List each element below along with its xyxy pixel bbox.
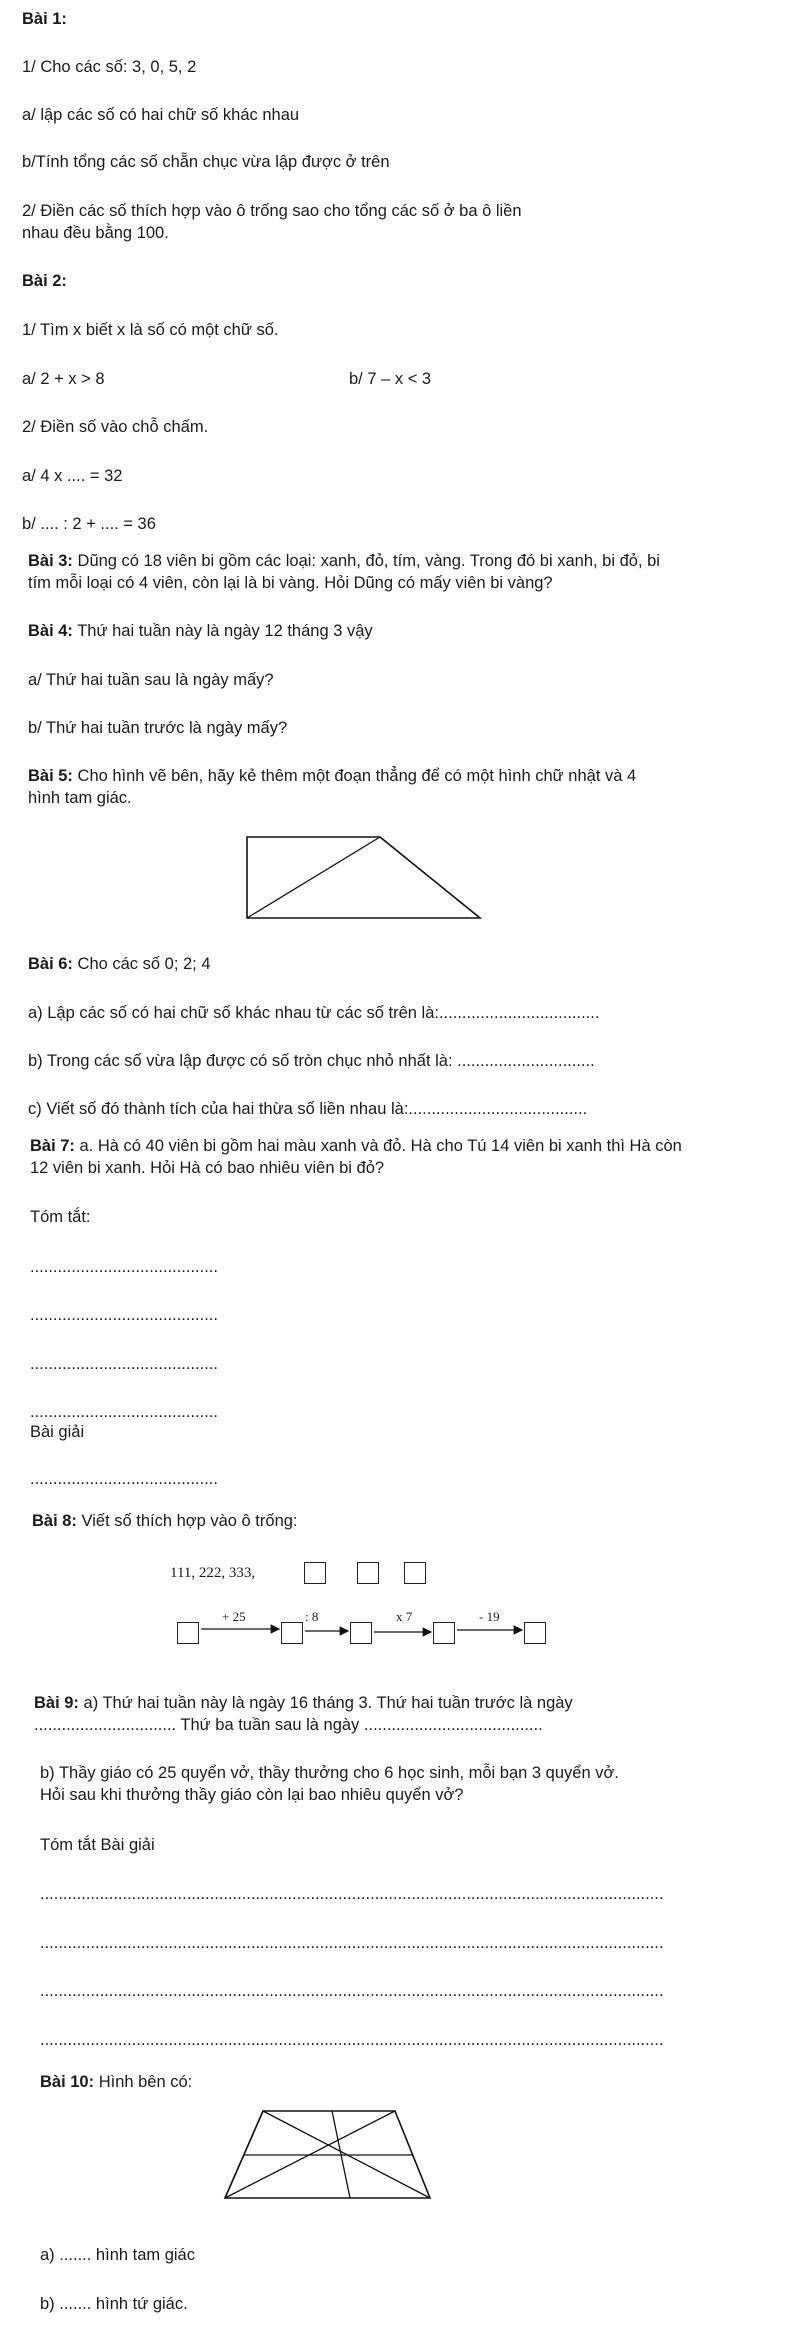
- bai-9-line2: ............................... Thứ ba tuần sau là ngày .......................................: [34, 1716, 543, 1734]
- bai-4-b: b/ Thứ hai tuần trước là ngày mấy?: [28, 719, 288, 737]
- bai-7-line2: 12 viên bi xanh. Hỏi Hà có bao nhiêu viên bi đỏ?: [30, 1159, 385, 1177]
- bai-7-answer-line: .........................................: [30, 1258, 218, 1276]
- bai-9-line1: Bài 9: a) Thứ hai tuần này là ngày 16 tháng 3. Thứ hai tuần trước là ngày: [34, 1694, 573, 1712]
- bai-1-q1a: a/ lập các số có hai chữ số khác nhau: [22, 106, 300, 124]
- bai-9-b-line2: Hỏi sau khi thưởng thầy giáo còn lại bao nhiêu quyển vở?: [40, 1786, 464, 1804]
- bai-2-q2: 2/ Điền số vào chỗ chấm.: [22, 418, 209, 436]
- bai-6-a: a) Lập các số có hai chữ số khác nhau từ các số trên là:...................................: [28, 1004, 600, 1022]
- bai-1-q1: 1/ Cho các số: 3, 0, 5, 2: [22, 58, 197, 76]
- bai-7-answer-line: .........................................: [30, 1403, 218, 1421]
- bai-7-answer-line: .........................................: [30, 1355, 218, 1373]
- bai-1-q2-line2: nhau đều bằng 100.: [22, 224, 169, 242]
- bai-7-answer-line: .........................................: [30, 1306, 218, 1324]
- bai-9-summary-label: Tóm tắt Bài giải: [40, 1836, 155, 1854]
- bai-9-answer-line: ........................................................................................................................................: [40, 1982, 664, 2000]
- bai-2-q1: 1/ Tìm x biết x là số có một chữ số.: [22, 321, 279, 339]
- bai-6-b: b) Trong các số vừa lập được có số tròn chục nhỏ nhất là: ..............................: [28, 1052, 595, 1070]
- bai-5-line2: hình tam giác.: [28, 789, 132, 807]
- bai-10-line1: Bài 10: Hình bên có:: [40, 2073, 193, 2091]
- bai-2-q2b: b/ .... : 2 + .... = 36: [22, 515, 156, 533]
- bai-1-q1b: b/Tính tổng các số chẵn chục vừa lập được ở trên: [22, 153, 390, 171]
- bai-2-q2a: a/ 4 x .... = 32: [22, 467, 123, 485]
- bai-8-sequence: 111, 222, 333,: [170, 1565, 256, 1581]
- bai-10-b: b) ....... hình tứ giác.: [40, 2295, 188, 2313]
- bai-9-answer-line: ........................................................................................................................................: [40, 2031, 664, 2049]
- bai-2-q1a: a/ 2 + x > 8: [22, 370, 105, 388]
- bai-7-summary-label: Tóm tắt:: [30, 1208, 91, 1226]
- bai-8-op-mul-7: x 7: [396, 1609, 413, 1624]
- bai-9-answer-line: ........................................................................................................................................: [40, 1885, 664, 1903]
- bai-5-line1: Bài 5: Cho hình vẽ bên, hãy kẻ thêm một đoạn thẳng để có một hình chữ nhật và 4: [28, 767, 637, 785]
- bai-9-answer-line: ........................................................................................................................................: [40, 1934, 664, 1952]
- bai-8-op-sub-19: - 19: [479, 1609, 500, 1624]
- bai-7-answer-line: .........................................: [30, 1470, 218, 1488]
- bai-8-line1: Bài 8: Viết số thích hợp vào ô trống:: [32, 1512, 298, 1530]
- bai-1-title: Bài 1:: [22, 10, 67, 28]
- bai-9-b-line1: b) Thầy giáo có 25 quyển vở, thầy thưởng cho 6 học sinh, mỗi bạn 3 quyển vở.: [40, 1764, 619, 1782]
- bai-10-a: a) ....... hình tam giác: [40, 2246, 195, 2264]
- bai-8-op-div-8: : 8: [305, 1609, 319, 1624]
- bai-3-line2: tím mỗi loại có 4 viên, còn lại là bi vàng. Hỏi Dũng có mấy viên bi vàng?: [28, 574, 553, 592]
- bai-1-q2-line1: 2/ Điền các số thích hợp vào ô trống sao cho tổng các số ở ba ô liền: [22, 202, 522, 220]
- bai-6-c: c) Viết số đó thành tích của hai thừa số liền nhau là:.......................................: [28, 1100, 588, 1118]
- bai-8-op-add-25: + 25: [222, 1609, 246, 1624]
- bai-4-line1: Bài 4: Thứ hai tuần này là ngày 12 tháng 3 vậy: [28, 622, 373, 640]
- bai-3-line1: Bài 3: Dũng có 18 viên bi gồm các loại: xanh, đỏ, tím, vàng. Trong đó bi xanh, bi đỏ, bi: [28, 552, 660, 570]
- bai-2-title: Bài 2:: [22, 272, 67, 290]
- bai-4-a: a/ Thứ hai tuần sau là ngày mấy?: [28, 671, 274, 689]
- bai-2-q1b: b/ 7 – x < 3: [349, 370, 432, 388]
- bai-6-line1: Bài 6: Cho các số 0; 2; 4: [28, 955, 211, 973]
- bai-7-solution-label: Bài giải: [30, 1423, 85, 1441]
- bai-7-line1: Bài 7: a. Hà có 40 viên bi gồm hai màu xanh và đỏ. Hà cho Tú 14 viên bi xanh thì Hà còn: [30, 1137, 682, 1155]
